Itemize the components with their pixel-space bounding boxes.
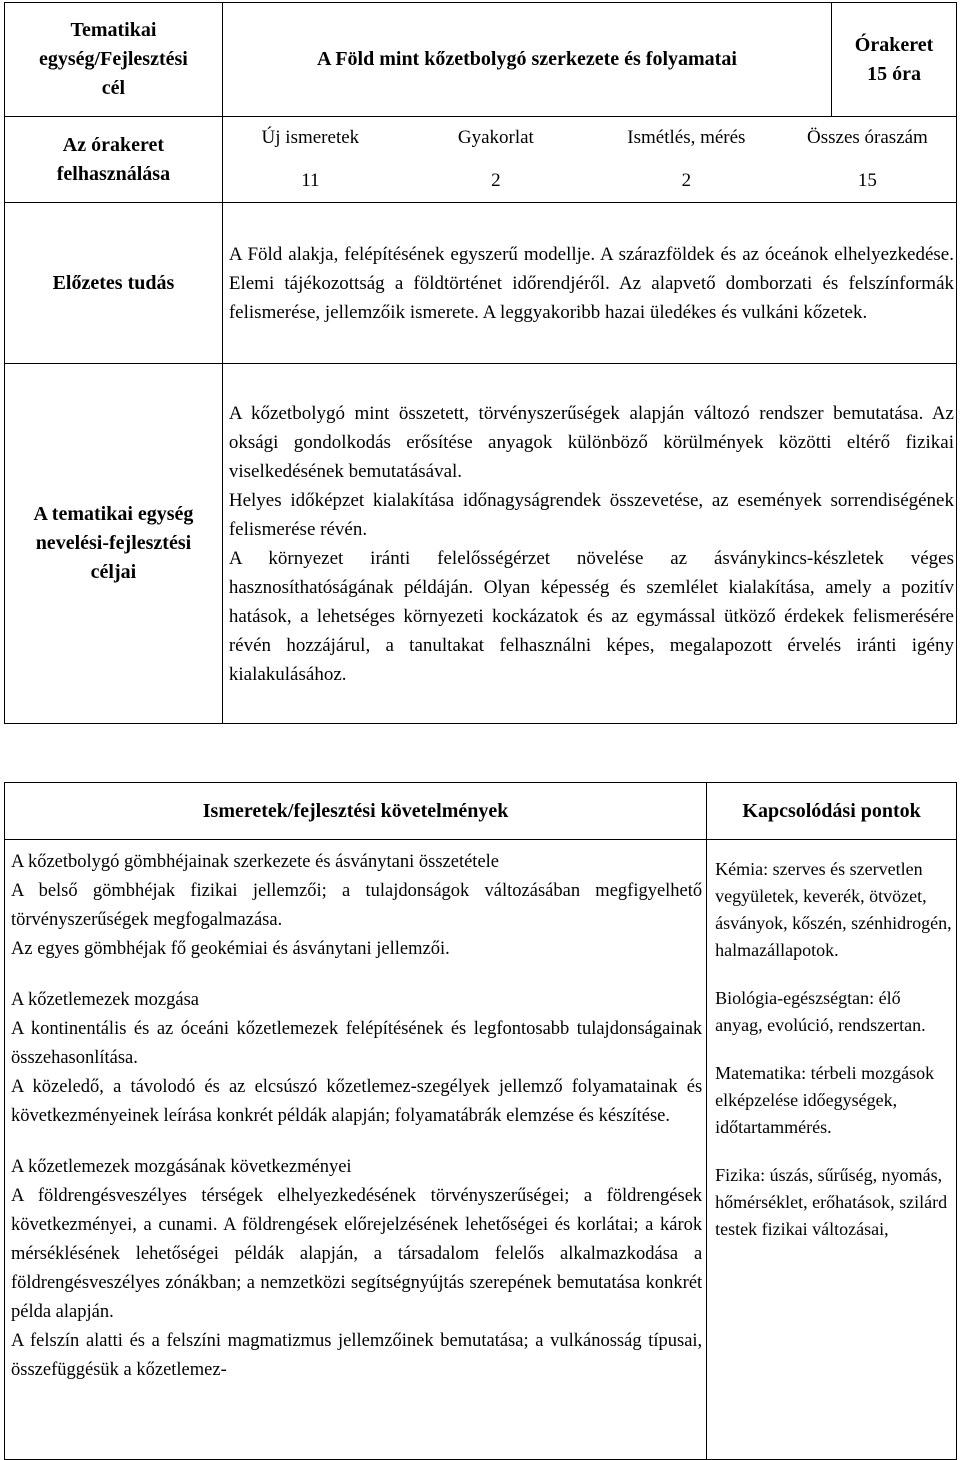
usage-column-header: Ismétlés, mérés (627, 127, 746, 148)
requirements-table (4, 782, 957, 1460)
usage-label-line: Az órakeret (62, 133, 165, 156)
unit-label-cell (5, 3, 223, 117)
prior-knowledge-text: A Föld alakja, felépítésének egyszerű modellje. A szárazföldek és az óceánok elhelyezkedése. Elemi tájékozottság a földtörténet időrendjéről. Az alapvető domborzati és felszínformák felismerése, jellemzőik ismerete. A leggyakoribb hazai üledékes és vulkáni kőzetek. (222, 203, 956, 364)
requirement-line: A földrengésveszélyes térségek elhelyezkedésének törvényszerűségei; a földrengések következményei, a cunami. A földrengések előrejelzésének lehetőségei és korlátai; a károk mérséklésének lehetőségei példák alapján, a társadalom felelős alkalmazkodása a földrengésveszélyes zónákban; a nemzetközi segítségnyújtás szerepének bemutatása konkrét példa alapján. (11, 1186, 703, 1322)
usage-value: 2 (491, 169, 501, 191)
requirement-line: A kontinentális és az óceáni kőzetlemezek felépítésének és legfontosabb tulajdonságainak összehasonlítása. (11, 1019, 703, 1068)
goals-label-cell (5, 364, 223, 724)
unit-overview-table (4, 2, 957, 724)
connections-cell (707, 840, 957, 1460)
usage-breakdown (223, 117, 956, 202)
unit-label-line: egység/Fejlesztési (39, 48, 188, 70)
usage-breakdown-cell (222, 117, 956, 203)
prior-knowledge-label: Előzetes tudás (5, 203, 223, 364)
goals-text (222, 364, 956, 724)
hours-label: Órakeret (854, 33, 934, 56)
hours-cell (832, 3, 957, 117)
usage-column-header: Gyakorlat (457, 127, 534, 148)
requirement-line: Az egyes gömbhéjak fő geokémiai és ásványtani jellemzői. (11, 939, 450, 959)
requirements-column-header: Ismeretek/fejlesztési követelmények (5, 783, 707, 840)
requirement-line: A kőzetlemezek mozgásának következményei (11, 1157, 352, 1177)
connections-column-header: Kapcsolódási pontok (707, 783, 957, 840)
usage-value: 2 (681, 169, 692, 191)
requirement-line: A felszín alatti és a felszíni magmatizmus jellemzőinek bemutatása; a vulkánosság típusai, összefüggésük a kőzetlemez- (11, 1331, 703, 1380)
unit-label-line: Tematikai (70, 19, 157, 41)
requirement-line: A belső gömbhéjak fizikai jellemzői; a tulajdonságok változásában megfigyelhető törvényszerűségek megfogalmazása. (11, 881, 703, 930)
unit-title: A Föld mint kőzetbolygó szerkezete és folyamatai (222, 3, 831, 117)
hours-value: 15 óra (867, 62, 921, 85)
usage-column-header: Új ismeretek (261, 127, 360, 148)
usage-value: 15 (857, 169, 877, 191)
connection-item: Fizika: úszás, sűrűség, nyomás, hőmérséklet, erőhatások, szilárd testek fizikai változásai, (715, 1165, 948, 1239)
requirement-line: A kőzetbolygó gömbhéjainak szerkezete és ásványtani összetétele (11, 852, 500, 872)
usage-label-cell (5, 117, 223, 203)
goals-paragraph: A környezet iránti felelősségérzet növelése az ásványkincs-készletek véges hasznosíthatóságának példáján. Olyan képesség és szemlélet kialakítása, amely a pozitív hatások, a lehetséges környezeti kockázatok és az egymással ütköző érdekek felismerésére révén hozzájárul, a tanultakat felhasználni képes, megalapozott érvelés iránti igény kialakulásához. (228, 547, 954, 685)
connection-item: Biológia-egészségtan: élő anyag, evolúció, rendszertan. (715, 988, 926, 1035)
usage-column-header: Összes óraszám (807, 127, 928, 148)
goals-label-line: nevelési-fejlesztési (35, 532, 192, 554)
usage-value: 11 (301, 169, 320, 191)
requirement-line: A közeledő, a távolodó és az elcsúszó kőzetlemez-szegélyek jellemző folyamatainak és következményeinek leírása konkrét példák alapján; folyamatábrák elemzése és készítése. (11, 1077, 703, 1126)
goals-paragraph: A kőzetbolygó mint összetett, törvényszerűségek alapján változó rendszer bemutatása. Az oksági gondolkodás erősítése anyagok különböző körülmények közötti eltérő fizikai viselkedésének bemutatásával. (228, 402, 954, 482)
goals-label-line: A tematikai egység (33, 503, 194, 525)
goals-label-line: céljai (90, 561, 137, 583)
requirements-cell (5, 840, 707, 1460)
requirement-line: A kőzetlemezek mozgása (11, 990, 199, 1010)
connection-item: Kémia: szerves és szervetlen vegyületek, keverék, ötvözet, ásványok, kőszén, szénhidrogén, halmazállapotok. (715, 859, 952, 960)
goals-paragraph: Helyes időképzet kialakítása időnagyságrendek összevetése, az események sorrendiségének felismerése révén. (228, 489, 954, 540)
connection-item: Matematika: térbeli mozgások elképzelése időegységek, időtartammérés. (715, 1063, 935, 1137)
usage-label-line: felhasználása (56, 162, 171, 185)
unit-label-line: cél (101, 77, 126, 99)
